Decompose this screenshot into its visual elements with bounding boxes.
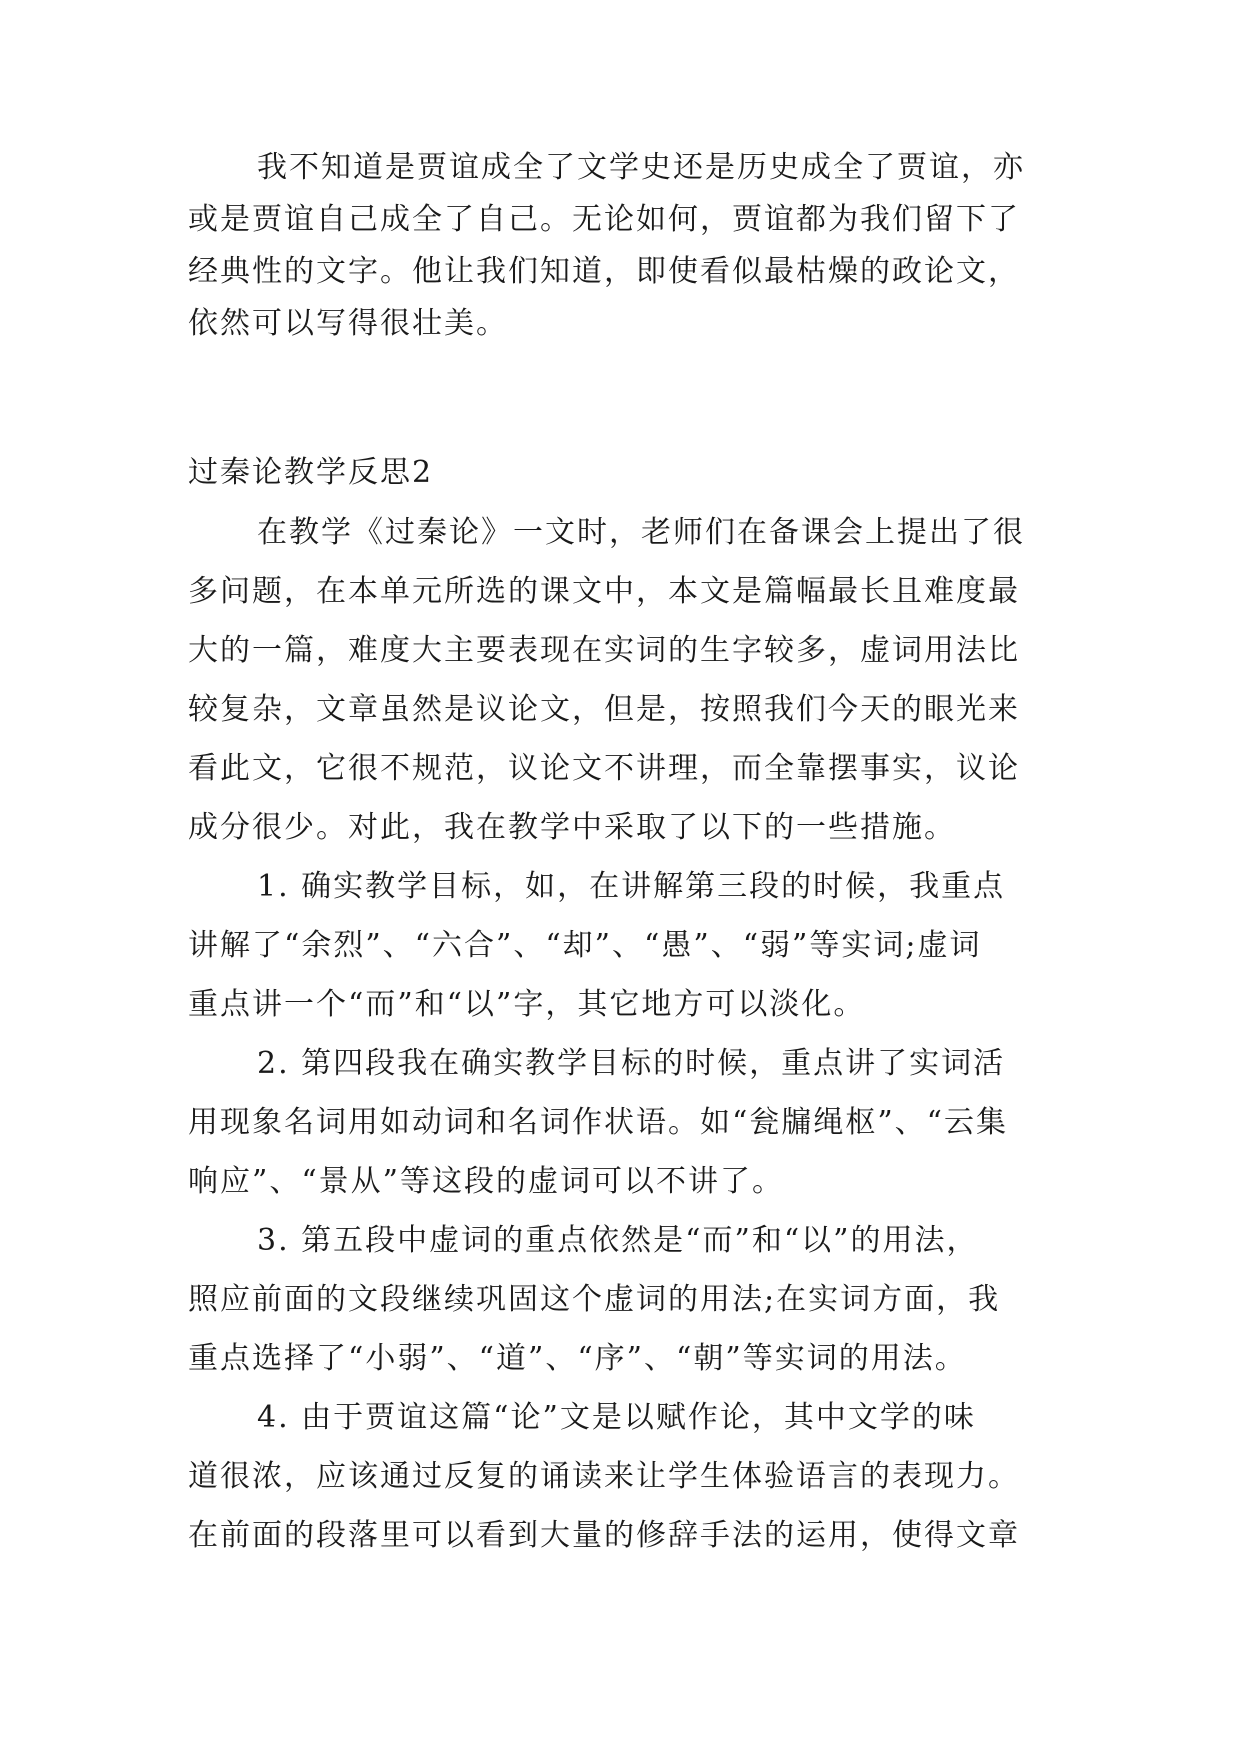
item-2-line-1: 2. 第四段我在确实教学目标的时候，重点讲了实词活 xyxy=(257,1046,1006,1081)
item-2-line-3: 响应”、“景从”等这段的虚词可以不讲了。 xyxy=(188,1164,785,1199)
item-1-line-3: 重点讲一个“而”和“以”字，其它地方可以淡化。 xyxy=(188,987,866,1022)
body-line-5: 看此文，它很不规范，议论文不讲理，而全靠摆事实，议论 xyxy=(188,751,1020,786)
item-3-line-2: 照应前面的文段继续巩固这个虚词的用法;在实词方面，我 xyxy=(188,1282,1001,1317)
item-4-line-2: 道很浓，应该通过反复的诵读来让学生体验语言的表现力。 xyxy=(188,1459,1020,1494)
item-3-line-1: 3. 第五段中虚词的重点依然是“而”和“以”的用法， xyxy=(257,1223,979,1258)
item-3-line-3: 重点选择了“小弱”、“道”、“序”、“朝”等实词的用法。 xyxy=(188,1341,967,1376)
body-line-1: 在教学《过秦论》一文时，老师们在备课会上提出了很 xyxy=(257,515,1025,550)
body-line-4: 较复杂，文章虽然是议论文，但是，按照我们今天的眼光来 xyxy=(188,692,1020,727)
item-2-line-2: 用现象名词用如动词和名词作状语。如“瓮牖绳枢”、“云集 xyxy=(188,1105,1009,1140)
section-title: 过秦论教学反思2 xyxy=(188,455,434,490)
item-1-line-2: 讲解了“余烈”、“六合”、“却”、“愚”、“弱”等实词;虚词 xyxy=(188,928,982,963)
intro-line-1: 我不知道是贾谊成全了文学史还是历史成全了贾谊，亦 xyxy=(257,150,1025,185)
item-4-line-1: 4. 由于贾谊这篇“论”文是以赋作论，其中文学的味 xyxy=(257,1400,976,1435)
body-line-3: 大的一篇，难度大主要表现在实词的生字较多，虚词用法比 xyxy=(188,633,1020,668)
intro-line-2: 或是贾谊自己成全了自己。无论如何，贾谊都为我们留下了 xyxy=(188,202,1020,237)
intro-line-3: 经典性的文字。他让我们知道，即使看似最枯燥的政论文， xyxy=(188,254,1020,289)
intro-line-4: 依然可以写得很壮美。 xyxy=(188,306,508,341)
body-line-6: 成分很少。对此，我在教学中采取了以下的一些措施。 xyxy=(188,810,956,845)
item-4-line-3: 在前面的段落里可以看到大量的修辞手法的运用，使得文章 xyxy=(188,1518,1020,1553)
body-line-2: 多问题，在本单元所选的课文中，本文是篇幅最长且难度最 xyxy=(188,574,1020,609)
item-1-line-1: 1. 确实教学目标，如，在讲解第三段的时候，我重点 xyxy=(257,869,1006,904)
